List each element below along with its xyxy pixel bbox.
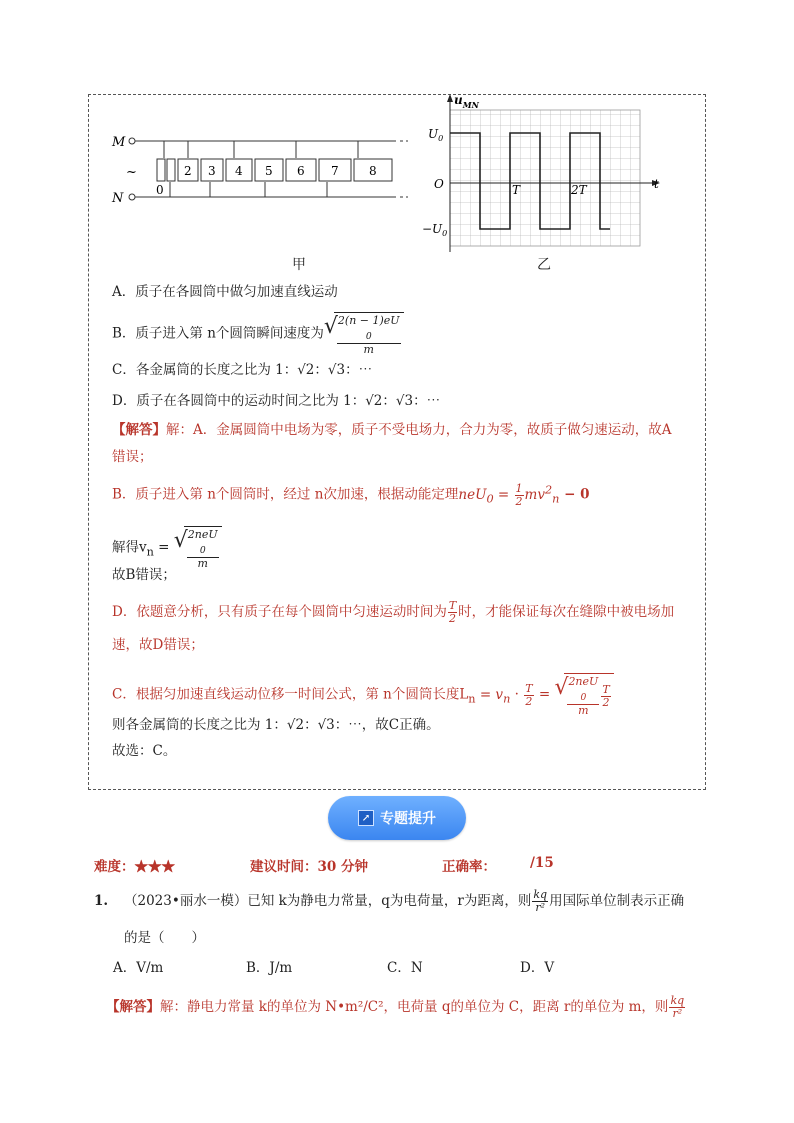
eq-frac-den: 2 [515, 494, 523, 508]
option-A: A．质子在各圆筒中做匀加速直线运动 [112, 284, 338, 300]
question-1-line-2: 的是（ ） [124, 930, 205, 946]
eq-lhs-sub: 0 [486, 492, 494, 506]
neg-U0-label: −U [422, 222, 443, 236]
answer-4-sub: n [146, 545, 154, 559]
answer-line-7: 速，故D错误； [112, 637, 204, 653]
svg-text:U0 [428, 127, 443, 143]
cylinder-label: 8 [369, 164, 377, 178]
answer-8-eq-sub: n [503, 692, 511, 706]
answer-text-1: 解：A．金属圆筒中电场为零，质子不受电场力，合力为零，故质子做匀速运动，故A [166, 422, 672, 438]
difficulty-stars: ★★★ [134, 859, 175, 875]
q1-option-B: B．J/m [246, 960, 293, 976]
topic-upgrade-badge [328, 796, 466, 840]
answer-8-sqrt-den: m [578, 704, 589, 718]
q1-option-D: D．V [520, 960, 555, 976]
answer-text-4: 解得v [112, 539, 147, 556]
neg-U0-sub: 0 [442, 229, 448, 238]
chart-trend-icon: ↗ [358, 810, 374, 826]
answer-8-eq: = v [475, 686, 504, 703]
eq-lhs: neU [458, 486, 487, 503]
answer-4-den: m [197, 557, 208, 571]
difficulty-label: 难度： [94, 859, 135, 875]
answer-4-num: √ 2neU [187, 528, 218, 541]
accuracy-total: /15 [530, 855, 554, 871]
answer-line-3 [112, 480, 590, 509]
difficulty [94, 855, 175, 875]
answer-line-9: 则各金属筒的长度之比为 1：√2：√3：⋯，故C正确。 [112, 717, 440, 733]
cylinder-label: 0 [156, 183, 164, 197]
accuracy-label: 正确率： [442, 859, 496, 875]
eq-rhs: mv [524, 486, 545, 503]
answer-text-3: B．质子进入第 n个圆筒时，经过 n次加速，根据动能定理 [112, 486, 459, 503]
answer-6-den: 2 [449, 612, 456, 625]
answer-4-sqrt [174, 526, 222, 570]
option-D: D．质子在各圆筒中的运动时间之比为 1：√2：√3：⋯ [112, 393, 441, 409]
question-1-frac-den: r² [535, 901, 546, 914]
question-1-line-1 [124, 889, 684, 914]
q1-answer-frac-num: kq [670, 994, 685, 1007]
label-M: M [112, 135, 126, 150]
caption-jia: 甲 [292, 257, 306, 273]
badge-label: 专题提升 [380, 811, 436, 827]
figure-yi [420, 92, 670, 252]
label-tilde: ~ [126, 165, 137, 180]
suggested-time: 建议时间：30 分钟 [250, 859, 368, 875]
option-B-prefix: B．质子进入第 n个圆筒瞬间速度为 [112, 325, 324, 342]
axis-y-sub: MN [462, 100, 479, 110]
eq-mid: = [493, 486, 514, 503]
question-1-prefix: （2023•丽水一模）已知 k为静电力常量，q为电荷量，r为距离，则 [124, 893, 532, 909]
tick-2T: 2T [571, 183, 587, 197]
cylinder-label: 4 [235, 164, 243, 178]
eq-rhs-sub: n [552, 492, 560, 506]
option-B-num-sub: 0 [365, 331, 372, 343]
option-B-den: m [363, 343, 374, 357]
tick-T: T [512, 183, 521, 197]
answer-tag: 【解答】 [112, 422, 166, 438]
answer-6-suffix: 时，才能保证每次在缝隙中被电场加 [458, 604, 675, 620]
eq-tail: − 0 [559, 486, 590, 503]
origin-label: O [434, 177, 444, 191]
U0-sub: 0 [438, 134, 444, 143]
answer-8-sqrt-sub: 0 [580, 692, 587, 704]
label-N: N [112, 191, 124, 206]
cylinder-label: 7 [331, 164, 339, 178]
q1-answer [106, 995, 686, 1020]
answer-text-6: D．依题意分析，只有质子在每个圆筒中匀速运动时间为 [112, 604, 447, 620]
answer-line-4 [112, 526, 222, 570]
answer-line-5: 故B错误； [112, 567, 176, 583]
answer-8-tail-den: 2 [602, 696, 610, 710]
svg-text:uMN [454, 93, 480, 110]
cylinder-label: 6 [297, 164, 305, 178]
axis-x-label: t [654, 177, 659, 191]
answer-8-frac-den: 2 [525, 694, 533, 708]
answer-8-eq2: = [534, 686, 555, 703]
figure-jia [108, 122, 408, 222]
answer-8-tail-num: T [602, 683, 610, 697]
question-1-frac-num: kq [533, 888, 548, 901]
caption-yi: 乙 [537, 257, 551, 273]
cylinder-label: 3 [208, 164, 216, 178]
answer-4-eq: = [153, 539, 174, 556]
answer-line-2: 错误； [112, 449, 153, 465]
answer-4-num-sub: 0 [199, 545, 206, 557]
q1-answer-frac-den: r² [672, 1007, 683, 1020]
answer-line-10: 故选：C。 [112, 743, 177, 759]
option-B-num: √ 2(n − 1)eU [337, 314, 400, 327]
answer-line-8 [112, 673, 614, 717]
cylinder-label: 2 [184, 164, 192, 178]
question-1-suffix: 用国际单位制表示正确 [549, 893, 685, 909]
answer-line-6 [112, 600, 674, 625]
answer-6-num: T [448, 599, 457, 612]
answer-8-sqrt-num: √ 2neU [568, 675, 599, 688]
eq-frac-num: 1 [515, 481, 523, 495]
answer-text-8: C．根据匀加速直线运动位移一时间公式，第 n个圆筒长度L [112, 686, 469, 703]
U0-label: U [428, 127, 439, 141]
axis-y-label: u [454, 93, 463, 107]
option-B-sqrt [324, 312, 404, 356]
answer-8-sqrt [554, 673, 613, 717]
option-C: C．各金属筒的长度之比为 1：√2：√3：⋯ [112, 362, 373, 378]
option-B [112, 312, 404, 356]
q1-answer-tag: 【解答】 [106, 999, 160, 1015]
cylinder-label: 5 [265, 164, 273, 178]
answer-line-1 [112, 420, 672, 440]
svg-text:−U0 [422, 222, 447, 238]
answer-8-dot: · [510, 686, 524, 703]
answer-8-sub: n [468, 692, 476, 706]
eq-rhs-sup: 2 [544, 483, 553, 496]
question-1-number: 1. [94, 893, 109, 909]
answer-8-frac-num: T [525, 681, 533, 695]
q1-option-A: A．V/m [113, 960, 164, 976]
q1-option-C: C．N [387, 960, 423, 976]
q1-answer-text: 解：静电力常量 k的单位为 N•m²/C²，电荷量 q的单位为 C，距离 r的单位为 m，则 [160, 999, 669, 1015]
